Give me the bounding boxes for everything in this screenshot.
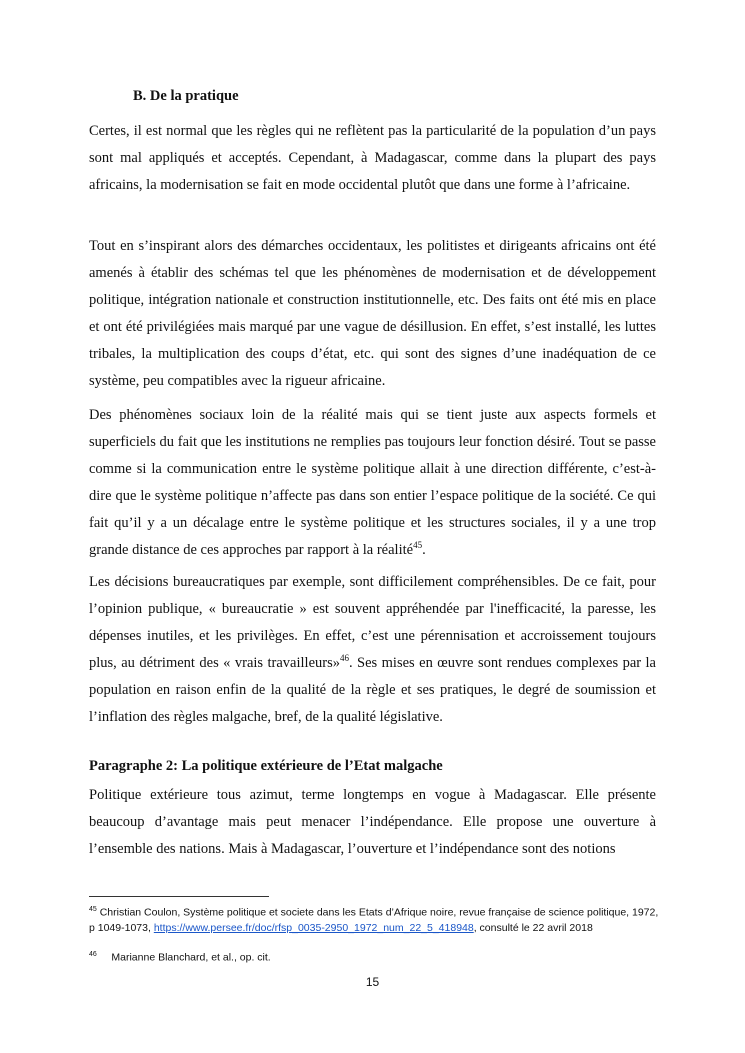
footnote-separator: [89, 896, 269, 897]
footnote: [89, 902, 659, 936]
body-paragraph: Tout en s’inspirant alors des démarches occidentaux, les politistes et dirigeants africains ont été amenés à établir des schémas tel que les phénomènes de modernisation et de développement politique, intégration nationale et construction institutionnelle, etc. Des faits ont été mis en place et ont été privilégiées mais marqué par une vague de désillusion. En effet, s’est installé, les luttes tribales, la multiplication des coups d’état, etc. qui sont des signes d’une inadéquation de ce système, peu compatibles avec la rigueur africaine.: [89, 238, 656, 389]
paragraph-text: Des phénomènes sociaux loin de la réalité mais qui se tient juste aux aspects formels et superficiels du fait que les institutions ne remplies pas toujours leur fonction désiré. Tout se passe comme si la communication entre le système politique allait à une direction différente, c’est-à-dire que le système politique n’affecte pas dans son entier l’espace politique de la société. Ce qui fait qu’il y a un décalage entre le système politique et les structures sociales, il y a une trop grande distance de ces approches par rapport à la réalité: [89, 407, 656, 558]
footnote: [89, 947, 659, 966]
footnote-reference[interactable]: 46: [339, 653, 349, 664]
paragraph-heading: Paragraphe 2: La politique extérieure de l’Etat malgache: [89, 758, 443, 774]
page-number: 15: [365, 975, 380, 989]
footnote-reference[interactable]: 45: [413, 540, 423, 551]
paragraph-text-end: .: [422, 542, 426, 558]
body-paragraph: Certes, il est normal que les règles qui ne reflètent pas la particularité de la population d’un pays sont mal appliqués et acceptés. Cependant, à Madagascar, comme dans la plupart des pays africains, la modernisation se fait en mode occidental plutôt que dans une forme à l’africaine.: [89, 123, 656, 193]
footnote-number: 45: [89, 906, 97, 913]
section-heading: B. De la pratique: [133, 88, 239, 104]
footnote-text-end: , consulté le 22 avril 2018: [473, 921, 593, 934]
paragraph-text: Les décisions bureaucratiques par exemple, sont difficilement compréhensibles. De ce fait, pour l’opinion publique, « bureaucratie » est souvent appréhendée par l'inefficacité, la paresse, les dépenses inutiles, et les privilèges. En effet, c’est une pérennisation et accroissement toujours plus, au détriment des « vrais travailleurs»: [89, 574, 656, 671]
paragraph-text-continued: . Ses mises en œuvre sont rendues complexes par la population en raison enfin de la qualité de la règle et ses pratiques, le degré de soumission et l’inflation des règles malgache, bref, de la qualité législative.: [89, 655, 656, 725]
footnote-number: 46: [89, 951, 97, 958]
footnote-text: Christian Coulon, Système politique et societe dans les Etats d’Afrique noire, revue française de science politique, 1972, p 1049-1073,: [89, 906, 659, 934]
body-paragraph: [89, 402, 656, 564]
body-paragraph: [89, 569, 656, 731]
body-paragraph: Politique extérieure tous azimut, terme longtemps en vogue à Madagascar. Elle présente beaucoup d’avantage mais peut menacer l’indépendance. Elle propose une ouverture à l’ensemble des nations. Mais à Madagascar, l’ouverture et l’indépendance sont des notions: [89, 787, 656, 857]
footnote-link[interactable]: https://www.persee.fr/doc/rfsp_0035-2950_1972_num_22_5_418948: [153, 921, 474, 934]
footnote-text: Marianne Blanchard, et al., op. cit.: [96, 951, 271, 964]
